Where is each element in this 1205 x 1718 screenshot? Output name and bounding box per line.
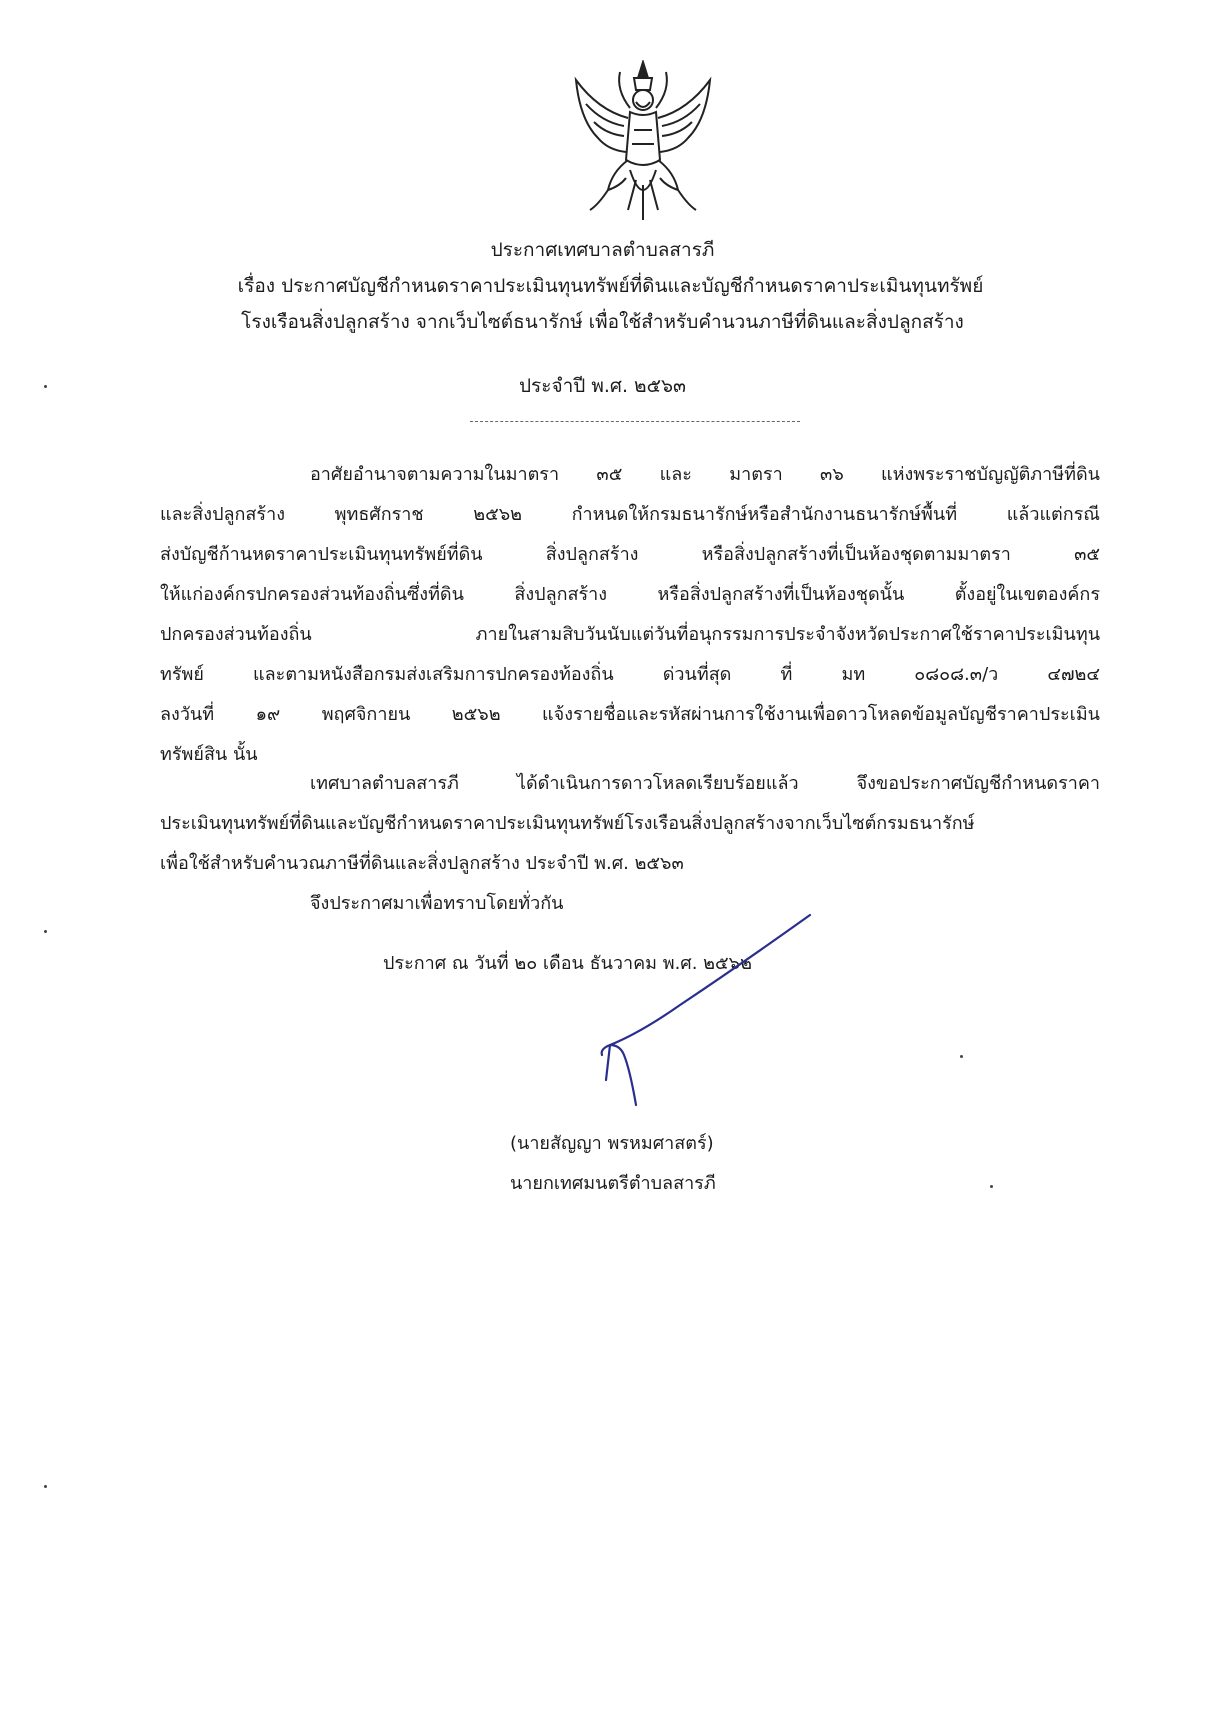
paragraph-line: ส่งบัญชีก้านหดราคาประเมินทุนทรัพย์ที่ดิน สิ่งปลูกสร้าง หรือสิ่งปลูกสร้างที่เป็นห้องชุดตามมาตรา ๓๕ [160,544,1100,565]
subject-line-1: เรื่อง ประกาศบัญชีกำหนดราคาประเมินทุนทรัพย์ที่ดินและบัญชีกำหนดราคาประเมินทุนทรัพย์ [237,275,984,297]
paragraph-2 [160,764,1100,884]
paragraph-line: ให้แก่องค์กรปกครองส่วนท้องถิ่นซึ่งที่ดิน สิ่งปลูกสร้าง หรือสิ่งปลูกสร้างที่เป็นห้องชุดนั้น ตั้งอยู่ในเขตองค์กร [160,584,1100,605]
paragraph-line: ทรัพย์สิน นั้น [160,744,258,765]
paragraph-line: ปกครองส่วนท้องถิ่น ภายในสามสิบวันนับแต่วันที่อนุกรรมการประจำจังหวัดประกาศใช้ราคาประเมินทุน [160,624,1100,645]
scan-speck [44,1485,47,1488]
paragraph-line: ลงวันที่ ๑๙ พฤศจิกายน ๒๕๖๒ แจ้งรายชื่อและรหัสผ่านการใช้งานเพื่อดาวโหลดข้อมูลบัญชีราคาประเมิน [160,704,1100,725]
signature-mark [580,905,840,1115]
signatory-position: นายกเทศมนตรีตำบลสารภี [510,1173,716,1194]
paragraph-line: อาศัยอำนาจตามความในมาตรา ๓๕ และ มาตรา ๓๖ แห่งพระราชบัญญัติภาษีที่ดิน [310,464,1100,485]
paragraph-line: เพื่อใช้สำหรับคำนวณภาษีที่ดินและสิ่งปลูกสร้าง ประจำปี พ.ศ. ๒๕๖๓ [160,853,684,874]
paragraph-line: เทศบาลตำบลสารภี ได้ดำเนินการดาวโหลดเรียบร้อยแล้ว จึงขอประกาศบัญชีกำหนดราคา [310,773,1100,794]
scan-speck [44,930,47,933]
scan-speck [960,1055,963,1058]
closing-statement: จึงประกาศมาเพื่อทราบโดยทั่วกัน [310,893,564,914]
subject-year: ประจำปี พ.ศ. ๒๕๖๓ [518,375,687,397]
scan-speck [44,385,47,388]
paragraph-line: ทรัพย์ และตามหนังสือกรมส่งเสริมการปกครองท้องถิ่น ด่วนที่สุด ที่ มท ๐๘๐๘.๓/ว ๔๗๒๔ [160,664,1100,685]
subject-line-2: โรงเรือนสิ่งปลูกสร้าง จากเว็บไซต์ธนารักษ์ เพื่อใช้สำหรับคำนวนภาษีที่ดินและสิ่งปลูกสร้าง [241,311,964,333]
scan-speck [990,1185,993,1188]
announcement-date: ประกาศ ณ วันที่ ๒๐ เดือน ธันวาคม พ.ศ. ๒๕๖๒ [383,953,752,974]
announcement-org: ประกาศเทศบาลตำบลสารภี [490,239,715,261]
paragraph-line: และสิ่งปลูกสร้าง พุทธศักราช ๒๕๖๒ กำหนดให้กรมธนารักษ์หรือสำนักงานธนารักษ์พื้นที่ แล้วแต่กรณี [160,504,1100,525]
garuda-emblem-icon [568,60,718,230]
signatory-name: (นายสัญญา พรหมศาสตร์) [510,1133,714,1154]
divider [470,421,800,422]
paragraph-line: ประเมินทุนทรัพย์ที่ดินและบัญชีกำหนดราคาประเมินทุนทรัพย์โรงเรือนสิ่งปลูกสร้างจากเว็บไซต์กรมธนารักษ์ [160,813,975,834]
paragraph-1 [160,455,1100,775]
